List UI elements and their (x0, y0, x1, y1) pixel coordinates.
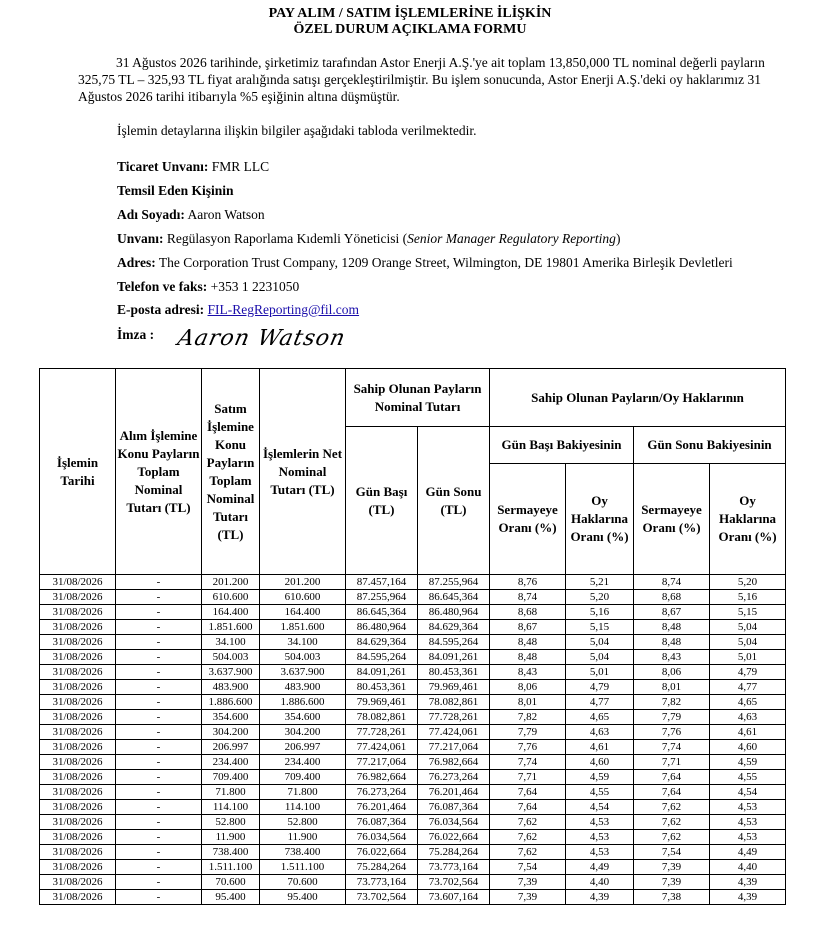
end-nominal-cell: 76.022,664 (418, 830, 490, 845)
end-capital-cell: 8,48 (634, 635, 710, 650)
address-label: Adres: (117, 255, 156, 270)
buy-cell: - (116, 890, 202, 905)
start-nominal-cell: 84.091,261 (346, 665, 418, 680)
table-row (40, 695, 786, 710)
start-vote-cell: 4,77 (566, 695, 634, 710)
start-vote-cell: 5,04 (566, 635, 634, 650)
table-row (40, 890, 786, 905)
start-nominal-cell: 76.982,664 (346, 770, 418, 785)
start-nominal-cell: 86.480,964 (346, 620, 418, 635)
end-capital-cell: 7,62 (634, 800, 710, 815)
header-sell-nominal: Satım İşlemine Konu Payların Toplam Nominal Tutarı (TL) (202, 369, 260, 575)
date-cell: 31/08/2026 (40, 710, 116, 725)
start-nominal-cell: 75.284,264 (346, 860, 418, 875)
signature-label: İmza : (117, 327, 155, 342)
email-link[interactable]: FIL-RegReporting@fil.com (207, 302, 360, 317)
end-capital-cell: 7,71 (634, 755, 710, 770)
start-vote-cell: 4,53 (566, 845, 634, 860)
start-vote-cell: 5,01 (566, 665, 634, 680)
start-vote-cell: 5,20 (566, 590, 634, 605)
start-nominal-cell: 77.424,061 (346, 740, 418, 755)
end-capital-cell: 7,54 (634, 845, 710, 860)
sell-cell: 114.100 (202, 800, 260, 815)
representative-row (117, 182, 234, 199)
start-nominal-cell: 84.629,364 (346, 635, 418, 650)
end-nominal-cell: 76.201,464 (418, 785, 490, 800)
sell-cell: 201.200 (202, 575, 260, 590)
handwritten-signature: Aaron Watson (175, 326, 348, 351)
end-nominal-cell: 77.217,064 (418, 740, 490, 755)
sell-cell: 304.200 (202, 725, 260, 740)
end-capital-cell: 8,68 (634, 590, 710, 605)
date-cell: 31/08/2026 (40, 860, 116, 875)
start-nominal-cell: 84.595,264 (346, 650, 418, 665)
net-cell: 483.900 (260, 680, 346, 695)
end-capital-cell: 7,82 (634, 695, 710, 710)
header-held-ratio: Sahip Olunan Payların/Oy Haklarının (490, 369, 786, 427)
date-cell: 31/08/2026 (40, 770, 116, 785)
start-vote-cell: 4,65 (566, 710, 634, 725)
end-capital-cell: 7,64 (634, 770, 710, 785)
intro-paragraph: 31 Ağustos 2026 tarihinde, şirketimiz tarafından Astor Enerji A.Ş.'ye ait toplam 13,850,000 TL nominal değerli payların 325,75 TL – 325,93 TL fiyat aralığında satışı gerçekleştirilmiştir. Bu işlem sonucunda, Astor Enerji A.Ş.'deki oy haklarımız 31 Ağustos 2026 tarihi itibarıyla %5 eşiğinin altına düşmüştür. (78, 55, 765, 104)
end-capital-cell: 8,67 (634, 605, 710, 620)
sell-cell: 610.600 (202, 590, 260, 605)
phone-value: +353 1 2231050 (210, 279, 300, 294)
start-nominal-cell: 78.082,861 (346, 710, 418, 725)
header-end-capital-ratio: Sermayeye Oranı (%) (634, 464, 710, 575)
sell-cell: 483.900 (202, 680, 260, 695)
start-vote-cell: 4,61 (566, 740, 634, 755)
sell-cell: 3.637.900 (202, 665, 260, 680)
net-cell: 354.600 (260, 710, 346, 725)
sell-cell: 34.100 (202, 635, 260, 650)
end-nominal-cell: 76.034,564 (418, 815, 490, 830)
date-cell: 31/08/2026 (40, 665, 116, 680)
header-buy-nominal: Alım İşlemine Konu Payların Toplam Nominal Tutarı (TL) (116, 369, 202, 575)
end-capital-cell: 8,48 (634, 620, 710, 635)
end-vote-cell: 4,59 (710, 755, 786, 770)
job-title-close: ) (615, 231, 621, 246)
end-vote-cell: 4,61 (710, 725, 786, 740)
representative-label: Temsil Eden Kişinin (117, 183, 234, 198)
start-capital-cell: 7,64 (490, 800, 566, 815)
date-cell: 31/08/2026 (40, 890, 116, 905)
start-nominal-cell: 77.217,064 (346, 755, 418, 770)
buy-cell: - (116, 680, 202, 695)
start-capital-cell: 8,48 (490, 650, 566, 665)
table-row (40, 650, 786, 665)
header-net-nominal: İşlemlerin Net Nominal Tutarı (TL) (260, 369, 346, 575)
buy-cell: - (116, 635, 202, 650)
end-vote-cell: 4,39 (710, 890, 786, 905)
net-cell: 95.400 (260, 890, 346, 905)
table-row (40, 755, 786, 770)
start-vote-cell: 4,49 (566, 860, 634, 875)
end-capital-cell: 7,62 (634, 815, 710, 830)
buy-cell: - (116, 650, 202, 665)
name-value: Aaron Watson (187, 207, 265, 222)
header-day-start: Gün Başı (TL) (346, 427, 418, 575)
table-row (40, 815, 786, 830)
buy-cell: - (116, 785, 202, 800)
net-cell: 709.400 (260, 770, 346, 785)
end-nominal-cell: 84.595,264 (418, 635, 490, 650)
email-label: E-posta adresi: (117, 302, 205, 317)
table-body (40, 575, 786, 905)
start-capital-cell: 8,68 (490, 605, 566, 620)
end-nominal-cell: 84.629,364 (418, 620, 490, 635)
buy-cell: - (116, 740, 202, 755)
table-row (40, 770, 786, 785)
buy-cell: - (116, 710, 202, 725)
date-cell: 31/08/2026 (40, 635, 116, 650)
start-capital-cell: 7,62 (490, 815, 566, 830)
date-cell: 31/08/2026 (40, 830, 116, 845)
date-cell: 31/08/2026 (40, 590, 116, 605)
table-row (40, 875, 786, 890)
start-nominal-cell: 76.201,464 (346, 800, 418, 815)
end-nominal-cell: 73.773,164 (418, 860, 490, 875)
end-nominal-cell: 75.284,264 (418, 845, 490, 860)
end-vote-cell: 4,40 (710, 860, 786, 875)
net-cell: 34.100 (260, 635, 346, 650)
end-vote-cell: 5,16 (710, 590, 786, 605)
net-cell: 52.800 (260, 815, 346, 830)
end-capital-cell: 8,74 (634, 575, 710, 590)
date-cell: 31/08/2026 (40, 875, 116, 890)
end-nominal-cell: 76.273,264 (418, 770, 490, 785)
sell-cell: 11.900 (202, 830, 260, 845)
phone-label: Telefon ve faks: (117, 279, 208, 294)
phone-row (117, 278, 299, 295)
end-vote-cell: 4,49 (710, 845, 786, 860)
job-title-tr: Regülasyon Raporlama Kıdemli Yöneticisi ( (166, 231, 408, 246)
start-vote-cell: 4,53 (566, 830, 634, 845)
table-row (40, 665, 786, 680)
start-nominal-cell: 73.773,164 (346, 875, 418, 890)
table-row (40, 725, 786, 740)
start-capital-cell: 8,48 (490, 635, 566, 650)
table-row (40, 740, 786, 755)
header-end-balance: Gün Sonu Bakiyesinin (634, 427, 786, 464)
sell-cell: 52.800 (202, 815, 260, 830)
start-nominal-cell: 73.702,564 (346, 890, 418, 905)
sell-cell: 354.600 (202, 710, 260, 725)
start-vote-cell: 4,59 (566, 770, 634, 785)
buy-cell: - (116, 575, 202, 590)
sell-cell: 71.800 (202, 785, 260, 800)
end-nominal-cell: 87.255,964 (418, 575, 490, 590)
buy-cell: - (116, 665, 202, 680)
header-end-vote-ratio: Oy Haklarına Oranı (%) (710, 464, 786, 575)
end-vote-cell: 4,79 (710, 665, 786, 680)
net-cell: 3.637.900 (260, 665, 346, 680)
end-capital-cell: 7,74 (634, 740, 710, 755)
job-title-en: Senior Manager Regulatory Reporting (407, 231, 616, 246)
end-vote-cell: 4,53 (710, 830, 786, 845)
address-value: The Corporation Trust Company, 1209 Orange Street, Wilmington, DE 19801 Amerika Birleşik Devletleri (158, 255, 733, 270)
start-capital-cell: 7,71 (490, 770, 566, 785)
sell-cell: 709.400 (202, 770, 260, 785)
buy-cell: - (116, 590, 202, 605)
end-vote-cell: 4,77 (710, 680, 786, 695)
start-capital-cell: 7,64 (490, 785, 566, 800)
buy-cell: - (116, 830, 202, 845)
start-nominal-cell: 80.453,361 (346, 680, 418, 695)
start-capital-cell: 8,43 (490, 665, 566, 680)
buy-cell: - (116, 770, 202, 785)
start-nominal-cell: 79.969,461 (346, 695, 418, 710)
end-vote-cell: 4,53 (710, 800, 786, 815)
date-cell: 31/08/2026 (40, 740, 116, 755)
table-row (40, 710, 786, 725)
sell-cell: 1.511.100 (202, 860, 260, 875)
end-vote-cell: 5,15 (710, 605, 786, 620)
table-row (40, 860, 786, 875)
buy-cell: - (116, 845, 202, 860)
net-cell: 201.200 (260, 575, 346, 590)
end-capital-cell: 7,39 (634, 875, 710, 890)
name-label: Adı Soyadı: (117, 207, 185, 222)
start-nominal-cell: 87.255,964 (346, 590, 418, 605)
start-nominal-cell: 87.457,164 (346, 575, 418, 590)
table-row (40, 680, 786, 695)
end-vote-cell: 5,01 (710, 650, 786, 665)
trade-name-label: Ticaret Unvanı: (117, 159, 209, 174)
buy-cell: - (116, 725, 202, 740)
start-capital-cell: 8,06 (490, 680, 566, 695)
date-cell: 31/08/2026 (40, 815, 116, 830)
start-vote-cell: 5,16 (566, 605, 634, 620)
sell-cell: 738.400 (202, 845, 260, 860)
address-row (117, 254, 733, 271)
end-capital-cell: 7,76 (634, 725, 710, 740)
form-title-line2: ÖZEL DURUM AÇIKLAMA FORMU (293, 22, 527, 37)
start-capital-cell: 7,74 (490, 755, 566, 770)
sell-cell: 70.600 (202, 875, 260, 890)
end-nominal-cell: 79.969,461 (418, 680, 490, 695)
net-cell: 304.200 (260, 725, 346, 740)
start-capital-cell: 7,62 (490, 830, 566, 845)
start-nominal-cell: 76.034,564 (346, 830, 418, 845)
table-row (40, 785, 786, 800)
form-title-line1: PAY ALIM / SATIM İŞLEMLERİNE İLİŞKİN (268, 6, 552, 21)
start-nominal-cell: 76.022,664 (346, 845, 418, 860)
end-capital-cell: 8,06 (634, 665, 710, 680)
end-nominal-cell: 84.091,261 (418, 650, 490, 665)
date-cell: 31/08/2026 (40, 650, 116, 665)
header-start-capital-ratio: Sermayeye Oranı (%) (490, 464, 566, 575)
date-cell: 31/08/2026 (40, 755, 116, 770)
header-start-vote-ratio: Oy Haklarına Oranı (%) (566, 464, 634, 575)
start-capital-cell: 7,76 (490, 740, 566, 755)
start-capital-cell: 8,76 (490, 575, 566, 590)
net-cell: 1.851.600 (260, 620, 346, 635)
start-nominal-cell: 76.087,364 (346, 815, 418, 830)
start-vote-cell: 4,55 (566, 785, 634, 800)
buy-cell: - (116, 605, 202, 620)
header-start-balance: Gün Başı Bakiyesinin (490, 427, 634, 464)
start-vote-cell: 4,39 (566, 890, 634, 905)
end-capital-cell: 8,01 (634, 680, 710, 695)
name-row (117, 206, 265, 223)
net-cell: 114.100 (260, 800, 346, 815)
end-vote-cell: 4,63 (710, 710, 786, 725)
date-cell: 31/08/2026 (40, 845, 116, 860)
date-cell: 31/08/2026 (40, 800, 116, 815)
net-cell: 1.886.600 (260, 695, 346, 710)
date-cell: 31/08/2026 (40, 575, 116, 590)
start-vote-cell: 5,21 (566, 575, 634, 590)
header-held-nominal: Sahip Olunan Payların Nominal Tutarı (346, 369, 490, 427)
table-row (40, 575, 786, 590)
end-nominal-cell: 77.424,061 (418, 725, 490, 740)
start-capital-cell: 7,39 (490, 875, 566, 890)
email-row (117, 301, 359, 318)
date-cell: 31/08/2026 (40, 605, 116, 620)
sell-cell: 504.003 (202, 650, 260, 665)
end-nominal-cell: 86.480,964 (418, 605, 490, 620)
end-vote-cell: 5,04 (710, 620, 786, 635)
buy-cell: - (116, 875, 202, 890)
start-vote-cell: 4,60 (566, 755, 634, 770)
end-nominal-cell: 76.982,664 (418, 755, 490, 770)
sell-cell: 95.400 (202, 890, 260, 905)
end-vote-cell: 4,53 (710, 815, 786, 830)
buy-cell: - (116, 755, 202, 770)
net-cell: 504.003 (260, 650, 346, 665)
end-capital-cell: 8,43 (634, 650, 710, 665)
sell-cell: 1.851.600 (202, 620, 260, 635)
sell-cell: 1.886.600 (202, 695, 260, 710)
job-title-label: Unvanı: (117, 231, 164, 246)
trade-name-value: FMR LLC (211, 159, 270, 174)
buy-cell: - (116, 860, 202, 875)
table-row (40, 605, 786, 620)
end-vote-cell: 5,20 (710, 575, 786, 590)
start-nominal-cell: 76.273,264 (346, 785, 418, 800)
date-cell: 31/08/2026 (40, 785, 116, 800)
table-row (40, 635, 786, 650)
start-capital-cell: 8,67 (490, 620, 566, 635)
buy-cell: - (116, 695, 202, 710)
details-note: İşlemin detaylarına ilişkin bilgiler aşağıdaki tabloda verilmektedir. (117, 123, 477, 138)
net-cell: 738.400 (260, 845, 346, 860)
table-row (40, 845, 786, 860)
end-capital-cell: 7,38 (634, 890, 710, 905)
signature-row (117, 326, 154, 343)
start-vote-cell: 5,04 (566, 650, 634, 665)
transactions-table (39, 368, 786, 905)
end-nominal-cell: 76.087,364 (418, 800, 490, 815)
net-cell: 11.900 (260, 830, 346, 845)
job-title-row (117, 230, 620, 247)
end-vote-cell: 4,39 (710, 875, 786, 890)
end-vote-cell: 4,55 (710, 770, 786, 785)
end-vote-cell: 4,60 (710, 740, 786, 755)
net-cell: 70.600 (260, 875, 346, 890)
start-capital-cell: 7,79 (490, 725, 566, 740)
start-vote-cell: 4,40 (566, 875, 634, 890)
start-capital-cell: 8,74 (490, 590, 566, 605)
start-vote-cell: 4,53 (566, 815, 634, 830)
net-cell: 206.997 (260, 740, 346, 755)
sell-cell: 164.400 (202, 605, 260, 620)
end-vote-cell: 4,65 (710, 695, 786, 710)
sell-cell: 234.400 (202, 755, 260, 770)
net-cell: 164.400 (260, 605, 346, 620)
date-cell: 31/08/2026 (40, 695, 116, 710)
date-cell: 31/08/2026 (40, 680, 116, 695)
end-nominal-cell: 73.702,564 (418, 875, 490, 890)
start-capital-cell: 7,82 (490, 710, 566, 725)
end-vote-cell: 5,04 (710, 635, 786, 650)
end-nominal-cell: 73.607,164 (418, 890, 490, 905)
net-cell: 1.511.100 (260, 860, 346, 875)
start-capital-cell: 7,54 (490, 860, 566, 875)
date-cell: 31/08/2026 (40, 620, 116, 635)
header-date: İşlemin Tarihi (40, 369, 116, 575)
end-capital-cell: 7,64 (634, 785, 710, 800)
buy-cell: - (116, 815, 202, 830)
start-vote-cell: 4,54 (566, 800, 634, 815)
end-capital-cell: 7,62 (634, 830, 710, 845)
net-cell: 71.800 (260, 785, 346, 800)
end-nominal-cell: 80.453,361 (418, 665, 490, 680)
net-cell: 610.600 (260, 590, 346, 605)
table-row (40, 830, 786, 845)
header-day-end: Gün Sonu (TL) (418, 427, 490, 575)
start-vote-cell: 4,63 (566, 725, 634, 740)
end-nominal-cell: 86.645,364 (418, 590, 490, 605)
end-nominal-cell: 78.082,861 (418, 695, 490, 710)
table-row (40, 620, 786, 635)
start-capital-cell: 7,39 (490, 890, 566, 905)
date-cell: 31/08/2026 (40, 725, 116, 740)
end-capital-cell: 7,39 (634, 860, 710, 875)
end-nominal-cell: 77.728,261 (418, 710, 490, 725)
end-vote-cell: 4,54 (710, 785, 786, 800)
start-capital-cell: 7,62 (490, 845, 566, 860)
buy-cell: - (116, 800, 202, 815)
sell-cell: 206.997 (202, 740, 260, 755)
table-row (40, 590, 786, 605)
table-row (40, 800, 786, 815)
net-cell: 234.400 (260, 755, 346, 770)
start-capital-cell: 8,01 (490, 695, 566, 710)
start-nominal-cell: 86.645,364 (346, 605, 418, 620)
trade-name-row (117, 158, 269, 175)
start-vote-cell: 4,79 (566, 680, 634, 695)
end-capital-cell: 7,79 (634, 710, 710, 725)
start-vote-cell: 5,15 (566, 620, 634, 635)
start-nominal-cell: 77.728,261 (346, 725, 418, 740)
buy-cell: - (116, 620, 202, 635)
